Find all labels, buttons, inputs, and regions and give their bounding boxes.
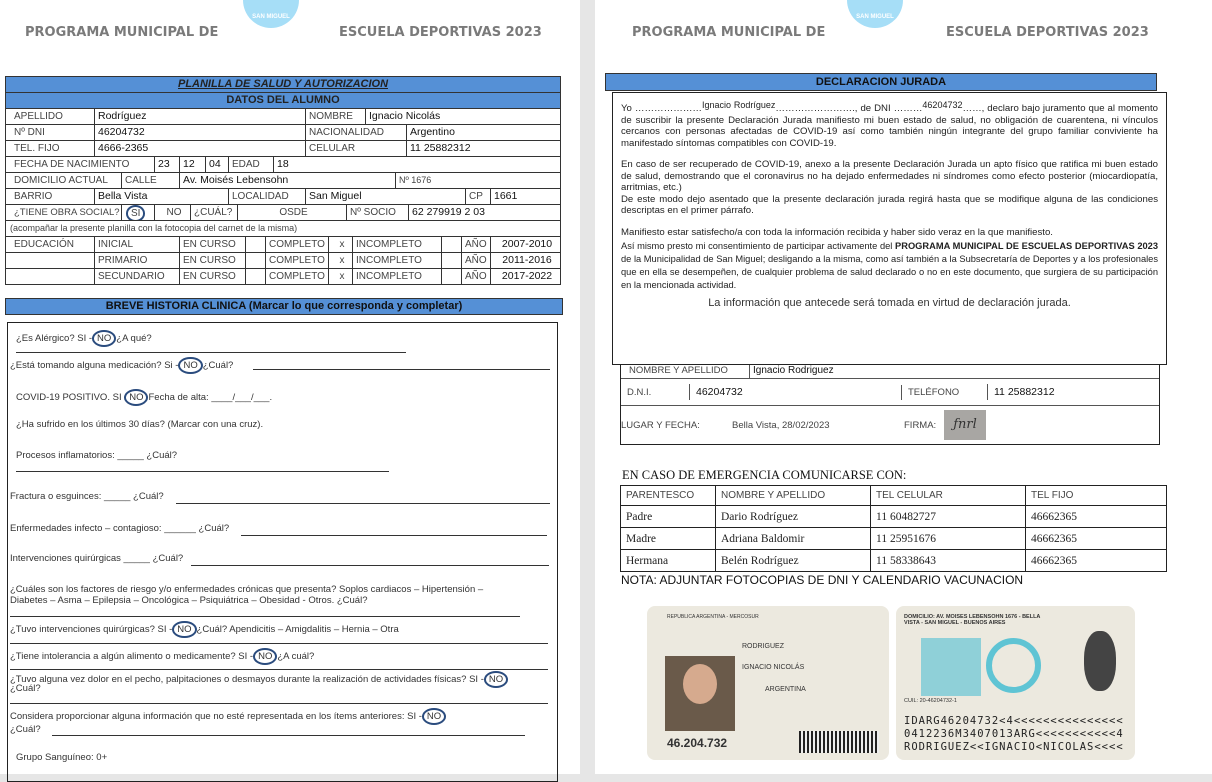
signature-table bbox=[620, 365, 1160, 445]
emergency-note: NOTA: ADJUNTAR FOTOCOPIAS DE DNI Y CALENDARIO VACUNACION bbox=[621, 573, 1024, 587]
row-apellido bbox=[6, 108, 560, 124]
row-tel bbox=[6, 140, 560, 156]
table-row: Madre Adriana Baldomir 11 25951676 46662365 bbox=[621, 528, 1167, 550]
label: EN CURSO bbox=[179, 237, 245, 252]
label: COMPLETO bbox=[265, 237, 328, 252]
logo-text: SAN MIGUEL bbox=[856, 14, 894, 20]
label: INCOMPLETO bbox=[352, 253, 441, 268]
page-declaration bbox=[595, 0, 1212, 774]
option-si-selected: SI bbox=[126, 205, 145, 220]
value: 11 25882312 bbox=[406, 141, 560, 156]
row-edu-2 bbox=[6, 268, 560, 284]
label: CALLE bbox=[121, 173, 179, 188]
paragraph-6: La información que antecede será tomada en virtud de declaración jurada. bbox=[708, 297, 1071, 309]
label: EN CURSO bbox=[179, 269, 245, 284]
value: Av. Moisés Lebensohn bbox=[179, 173, 395, 188]
answer-line bbox=[10, 703, 548, 704]
label: NOMBRE Y APELLIDO bbox=[629, 365, 728, 376]
answer-line bbox=[16, 471, 389, 472]
row-edu-1 bbox=[6, 252, 560, 268]
q-allergic: ¿Es Alérgico? SI - NO ¿A qué? bbox=[16, 330, 152, 347]
label: CELULAR bbox=[305, 141, 406, 156]
q-risk-factors-2: Diabetes – Asma – Epilepsia – Oncológica – Psiquiátrica – Obesidad - Otros. ¿Cuál? bbox=[10, 595, 368, 606]
row-address bbox=[6, 172, 560, 188]
value: Argentino bbox=[406, 125, 560, 140]
value: 1661 bbox=[490, 189, 560, 204]
option-no: NO bbox=[154, 205, 190, 220]
year: 2017-2022 bbox=[490, 269, 560, 284]
row-obra-social bbox=[6, 204, 560, 220]
label: NACIONALIDAD bbox=[305, 125, 406, 140]
dni-front-image: REPUBLICA ARGENTINA - MERCOSUR RODRIGUEZ IGNACIO NICOLÁS ARGENTINA 46.204.732 bbox=[647, 606, 889, 760]
paragraph-2: En caso de ser recuperado de COVID-19, anexo a la presente Declaración Jurada un apto físico que ratifica mi buen estado de salud, demostrando que el coronavirus no ha dejado enfermedades ni síndromes como efecto posterior (miocardiopatía, arritmias, etc.) bbox=[621, 159, 1158, 193]
row-edu-0 bbox=[6, 236, 560, 252]
row-note bbox=[6, 220, 560, 236]
label: APELLIDO bbox=[14, 111, 63, 122]
value: 23 bbox=[154, 157, 179, 172]
row-dni bbox=[6, 124, 560, 140]
q-fracture: Fractura o esguinces: _____ ¿Cuál? bbox=[10, 491, 164, 502]
answer-line bbox=[241, 535, 547, 536]
table-row: Hermana Belén Rodríguez 11 58338643 46662365 bbox=[621, 550, 1167, 572]
value: 4666-2365 bbox=[94, 141, 305, 156]
label: DOMICILIO ACTUAL bbox=[14, 175, 108, 186]
row-barrio bbox=[6, 188, 560, 204]
answer-line bbox=[10, 643, 548, 644]
blood-group: Grupo Sanguíneo: 0+ bbox=[16, 752, 108, 763]
q-other-info-2: ¿Cuál? bbox=[10, 724, 41, 735]
label: LOCALIDAD bbox=[228, 189, 305, 204]
mark: x bbox=[328, 237, 352, 252]
value: Rodríguez bbox=[94, 109, 305, 124]
label: NOMBRE bbox=[305, 109, 365, 124]
value: 04 bbox=[205, 157, 228, 172]
q-chest-pain: ¿Tuvo alguna vez dolor en el pecho, palpitaciones o desmayos durante la realización de actividades físicas? SI - NO bbox=[10, 671, 508, 688]
answer-line bbox=[16, 352, 406, 353]
declaration-title: DECLARACION JURADA bbox=[605, 73, 1157, 91]
level: INICIAL bbox=[94, 237, 179, 252]
form-title: PLANILLA DE SALUD Y AUTORIZACION bbox=[6, 77, 560, 92]
label: FECHA DE NACIMIENTO bbox=[14, 159, 130, 170]
header-left: PROGRAMA MUNICIPAL DE bbox=[632, 25, 826, 40]
value: Bella Vista, 28/02/2023 bbox=[732, 419, 830, 431]
year: 2007-2010 bbox=[490, 237, 560, 252]
q-infectious: Enfermedades infecto – contagioso: ______ ¿Cuál? bbox=[10, 523, 230, 534]
student-data-table bbox=[5, 76, 561, 285]
note: (acompañar la presente planilla con la fotocopia del carnet de la misma) bbox=[10, 223, 298, 233]
label: INCOMPLETO bbox=[352, 269, 441, 284]
label: ¿TIENE OBRA SOCIAL? bbox=[14, 207, 120, 218]
value: 18 bbox=[273, 157, 560, 172]
paragraph-3: De este modo dejo asentado que la presente declaración jurada regirá hasta que se modifique alguna de las condiciones descriptas en el primer párrafo. bbox=[621, 193, 1158, 216]
value: Ignacio Rodriguez bbox=[749, 365, 1159, 378]
dni-back-image: DOMICILIO: AV. MOISES LEBENSOHN 1676 - BELLA VISTA - SAN MIGUEL - BUENOS AIRES CUIL: 20-46204732-1 IDARG46204732<4<<<<<<<<<<<<<<< 0412236M3407013ARG<<<<<<<<<<<4 RODRIGUEZ<<IGNACIO<NICOLAS<<<< bbox=[896, 606, 1135, 760]
history-box bbox=[7, 322, 558, 782]
answer-line bbox=[253, 369, 550, 370]
label: COMPLETO bbox=[265, 269, 328, 284]
value: 12 bbox=[179, 157, 205, 172]
label: ¿CUÁL? bbox=[190, 205, 237, 220]
declaration-box bbox=[612, 92, 1167, 365]
header-right: ESCUELA DEPORTIVAS 2023 bbox=[339, 25, 542, 40]
page-health-form bbox=[0, 0, 580, 774]
emergency-title: EN CASO DE EMERGENCIA COMUNICARSE CON: bbox=[622, 468, 907, 482]
answer-line bbox=[52, 735, 525, 736]
paragraph-4: Manifiesto estar satisfecho/a con toda la información recibida y haber sido veraz en la que manifiesto. bbox=[621, 226, 1053, 238]
level: PRIMARIO bbox=[94, 253, 179, 268]
year: 2011-2016 bbox=[490, 253, 560, 268]
label: EN CURSO bbox=[179, 253, 245, 268]
q-surgery: Intervenciones quirúrgicas _____ ¿Cuál? bbox=[10, 553, 184, 564]
label: EDUCACIÓN bbox=[14, 239, 75, 250]
q-chest-pain-2: ¿Cuál? bbox=[10, 683, 41, 694]
label: EDAD bbox=[228, 157, 273, 172]
san-miguel-logo bbox=[243, 0, 299, 28]
label: BARRIO bbox=[14, 191, 53, 202]
mark: x bbox=[328, 269, 352, 284]
history-title: BREVE HISTORIA CLINICA (Marcar lo que corresponda y completar) bbox=[5, 298, 563, 315]
label: COMPLETO bbox=[265, 253, 328, 268]
answer-line bbox=[191, 565, 549, 566]
value: 62 279919 2 03 bbox=[408, 205, 560, 220]
label: CP bbox=[465, 189, 490, 204]
header-left: PROGRAMA MUNICIPAL DE bbox=[25, 25, 219, 40]
q-inflammatory: Procesos inflamatorios: _____ ¿Cuál? bbox=[16, 450, 178, 461]
level: SECUNDARIO bbox=[94, 269, 179, 284]
label: TELÉFONO bbox=[901, 385, 987, 400]
row-birth bbox=[6, 156, 560, 172]
value: Bella Vista bbox=[94, 189, 228, 204]
section-title: DATOS DEL ALUMNO bbox=[6, 92, 560, 108]
label: LUGAR Y FECHA: bbox=[621, 419, 700, 431]
san-miguel-logo bbox=[847, 0, 903, 28]
label: AÑO bbox=[461, 253, 490, 268]
label: Nº DNI bbox=[14, 127, 45, 138]
mark: x bbox=[328, 253, 352, 268]
logo-text: SAN MIGUEL bbox=[252, 14, 290, 20]
value: San Miguel bbox=[305, 189, 465, 204]
value: 46204732 bbox=[689, 384, 901, 400]
value: Nº 1676 bbox=[395, 173, 560, 188]
header-right: ESCUELA DEPORTIVAS 2023 bbox=[946, 25, 1149, 40]
value: 46204732 bbox=[94, 125, 305, 140]
label: AÑO bbox=[461, 237, 490, 252]
table-header: PARENTESCO NOMBRE Y APELLIDO TEL CELULAR TEL FIJO bbox=[621, 486, 1167, 506]
label: TEL. FIJO bbox=[14, 143, 60, 154]
q-last-30-days: ¿Ha sufrido en los últimos 30 días? (Marcar con una cruz). bbox=[16, 419, 264, 430]
emergency-contacts-table bbox=[620, 485, 1167, 572]
q-medication: ¿Está tomando alguna medicación? Si - NO ¿Cuál? bbox=[10, 357, 233, 374]
value: OSDE bbox=[237, 205, 346, 220]
answer-line bbox=[10, 669, 548, 670]
q-intolerance: ¿Tiene intolerancia a algún alimento o medicamente? SI - NO ¿A cuál? bbox=[10, 648, 314, 665]
paragraph-5: Así mismo presto mi consentimiento de participar activamente del PROGRAMA MUNICIPAL DE ESCUELAS DEPORTIVAS 2023 de la Municipalidad de San Miguel; desligando a la misma, como así también a la Subsecretaría de Deportes y a los profesionales que en ella se desempeñen, de cualquier problema de salud declarado o no en este documento, que surgiera de su participación en la mencionada actividad. bbox=[621, 241, 1158, 290]
q-risk-factors: ¿Cuáles son los factores de riesgo y/o enfermedades crónicas que presenta? Soplos cardiacos – Hipertensión – bbox=[10, 584, 484, 595]
table-row: Padre Dario Rodríguez 11 60482727 46662365 bbox=[621, 506, 1167, 528]
answer-line bbox=[10, 616, 520, 617]
paragraph-1: Yo …………………Ignacio Rodríguez……………………., de DNI ………46204732……, declaro bajo juramento que al momento de suscribir la presente Declaración Jurada manifiesto mi buen estado de salud, no obligación de cuarentena, ni vínculos cercanos con personas afectadas de COVID-19 así como también ningún integrante del grupo familiar conviviente ha manifestado síntomas compatibles con COVID-19. bbox=[621, 100, 1158, 149]
q-surgeries: ¿Tuvo intervenciones quirúrgicas? SI - NO ¿Cuál? Apendicitis – Amigdalitis – Hernia – Otra bbox=[10, 621, 399, 638]
value: 11 25882312 bbox=[987, 384, 1159, 400]
value: Ignacio Nicolás bbox=[365, 109, 560, 124]
q-covid: COVID-19 POSITIVO. SI NO Fecha de alta: ____/___/___. bbox=[16, 389, 272, 406]
label: FIRMA: bbox=[904, 419, 937, 431]
label: D.N.I. bbox=[627, 386, 652, 398]
label: Nº SOCIO bbox=[346, 205, 408, 220]
answer-line bbox=[176, 503, 550, 504]
q-other-info: Considera proporcionar alguna información que no esté representada en los ítems anteriores: SI - NO bbox=[10, 708, 446, 725]
label: AÑO bbox=[461, 269, 490, 284]
signature-image: ƒnrl bbox=[944, 410, 986, 440]
label: INCOMPLETO bbox=[352, 237, 441, 252]
